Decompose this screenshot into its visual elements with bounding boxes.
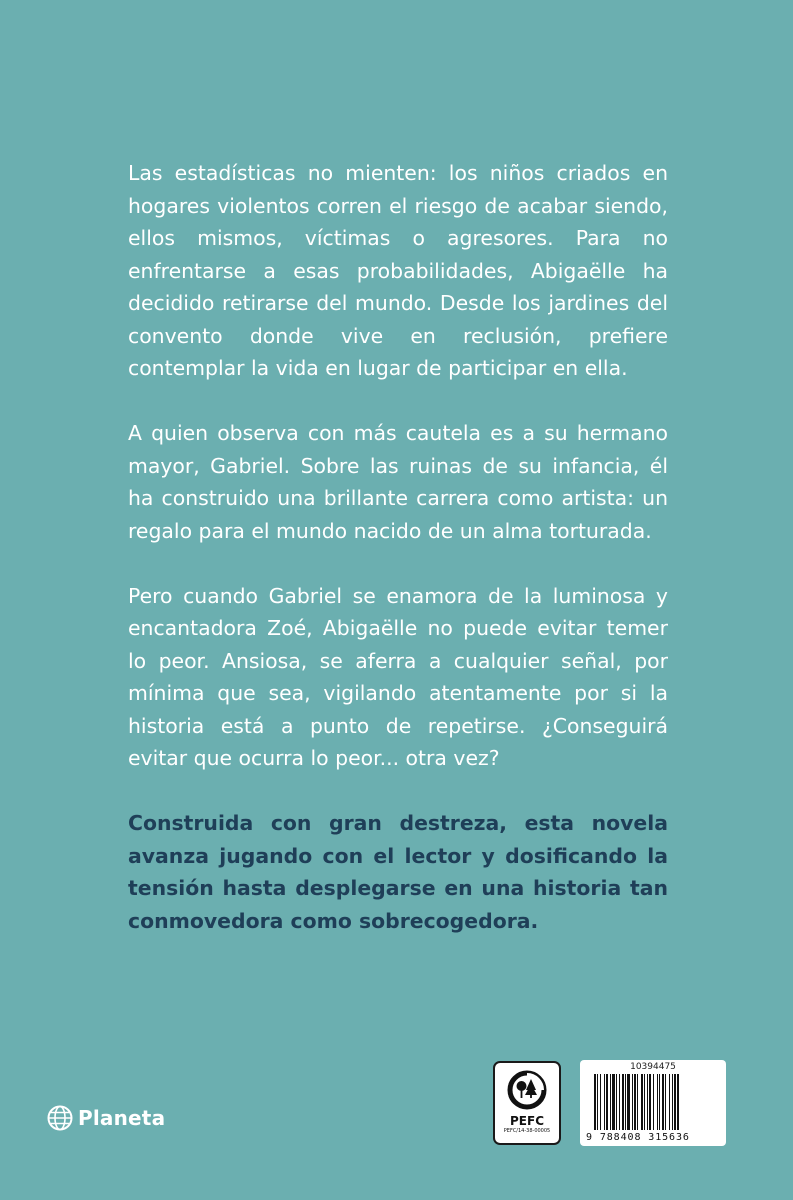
blurb-paragraph-4: Construida con gran destreza, esta novela avanza jugando con el lector y dosificando la tensión hasta desplegarse en una historia tan conmovedora como sobrecogedora. bbox=[128, 811, 668, 933]
back-cover-blurb bbox=[128, 157, 668, 970]
isbn-number: 9 788408 315636 bbox=[586, 1132, 690, 1143]
barcode-top-number: 10394475 bbox=[630, 1062, 676, 1072]
blurb-paragraph-3: Pero cuando Gabriel se enamora de la luminosa y encantadora Zoé, Abigaëlle no puede evitar temer lo peor. Ansiosa, se aferra a cualquier señal, por mínima que sea, vigilando atentamente por si la historia está a punto de repetirse. ¿Conseguirá evitar que ocurra lo peor... otra vez? bbox=[128, 583, 668, 770]
isbn-barcode bbox=[580, 1060, 726, 1146]
blurb-paragraph-1: Las estadísticas no mienten: los niños criados en hogares violentos corren el riesgo de acabar siendo, ellos mismos, víctimas o agresores. Para no enfrentarse a esas probabilidades, Abigaëlle ha decidido retirarse del mundo. Desde los jardines del convento donde vive en reclusión, prefiere contemplar la vida en lugar de participar en ella. bbox=[128, 161, 668, 380]
publisher-logo bbox=[47, 1105, 165, 1131]
pefc-label: PEFC bbox=[510, 1114, 544, 1128]
pefc-certification-badge bbox=[493, 1061, 561, 1145]
blurb-paragraph-2: A quien observa con más cautela es a su hermano mayor, Gabriel. Sobre las ruinas de su infancia, él ha construido una brillante carrera como artista: un regalo para el mundo nacido de un alma torturada. bbox=[128, 421, 668, 543]
pefc-code: PEFC/14-38-00005 bbox=[503, 1128, 551, 1134]
pefc-trees-icon bbox=[505, 1068, 549, 1112]
planeta-globe-icon bbox=[47, 1105, 73, 1131]
publisher-name: Planeta bbox=[78, 1106, 166, 1130]
